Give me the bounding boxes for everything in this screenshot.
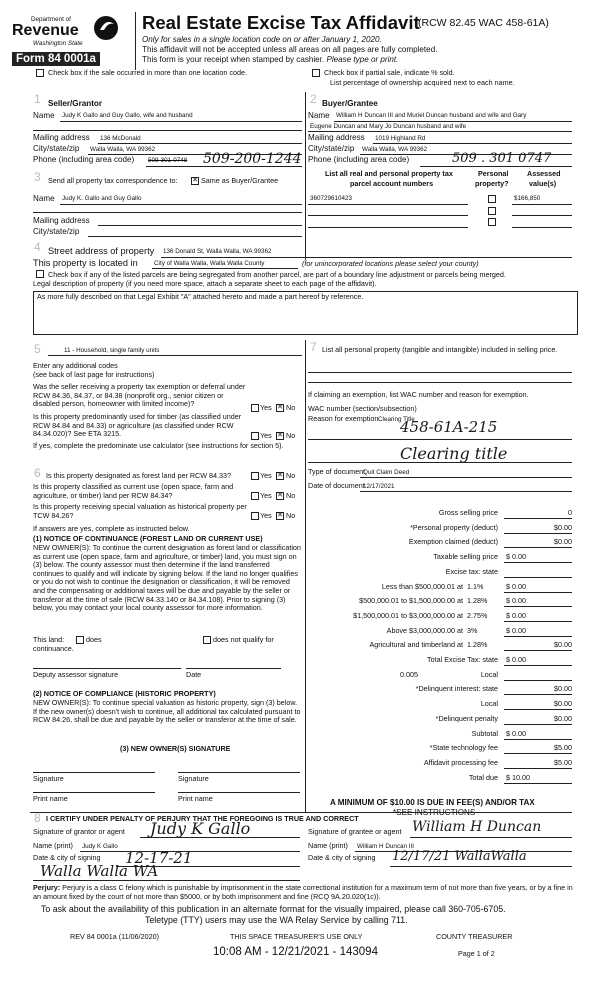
doc-type[interactable]: Quit Claim Deed <box>363 469 410 476</box>
if-yes-note: If answers are yes, complete as instructed below. <box>33 524 190 533</box>
legal-description[interactable]: As more fully described on that Legal Exhibit "A" attached hereto and made a part hereof by reference. <box>33 291 578 335</box>
buyer-mailing[interactable]: 1019 Highland Rd <box>375 135 426 142</box>
does-checkbox[interactable] <box>76 636 84 644</box>
multi-location-label: Check box if the sale occurred in more than one location code. <box>48 68 247 77</box>
minimum-due-line-2: *SEE INSTRUCTIONS <box>393 808 476 817</box>
personal-property-text: List all personal property (tangible and intangible) included in selling price. <box>322 345 558 354</box>
correspondence-city-label: City/state/zip <box>33 227 80 236</box>
partial-sale-label: Check box if partial sale, indicate % sold. <box>324 68 455 77</box>
county-treasurer: COUNTY TREASURER <box>436 932 513 941</box>
grantee-date-label: Date & city of signing <box>308 853 376 862</box>
personal-heading-2: property? <box>475 179 509 188</box>
tax-row-rate: 3% <box>467 625 478 635</box>
notice1-title: (1) NOTICE OF CONTINUANCE (FOREST LAND OR CURRENT USE) <box>33 534 263 543</box>
tax-row-label: Total Excise Tax: state <box>427 655 498 664</box>
tax-row-label: Gross selling price <box>438 508 498 517</box>
percent-note: List percentage of ownership acquired next to each name. <box>330 78 515 87</box>
segregated-checkbox[interactable] <box>36 270 44 278</box>
certify-text: I CERTIFY UNDER PENALTY OF PERJURY THAT THE FOREGOING IS TRUE AND CORRECT <box>46 814 359 823</box>
this-land-label: This land: <box>33 635 65 644</box>
form-number: Form 84 0001a <box>12 52 100 66</box>
s6q2-no-checkbox[interactable]: ✕ <box>277 492 283 499</box>
q2-no-checkbox[interactable]: ✕ <box>277 432 283 439</box>
tax-row-value[interactable]: $ 0.00 <box>506 596 526 606</box>
receipt-stamp: 10:08 AM - 12/21/2021 - 143094 <box>213 946 378 958</box>
seller-mailing[interactable]: 136 McDonald <box>100 135 141 142</box>
personal-heading-1: Personal <box>478 169 509 178</box>
tax-row-value[interactable]: $0.00 <box>554 713 572 723</box>
header-note-3: This form is your receipt when stamped by cashier. Please type or print. <box>142 55 399 64</box>
seller-city[interactable]: Walla Walla, WA 99362 <box>90 146 156 153</box>
tax-row-label: Affidavit processing fee <box>423 757 498 767</box>
logo-swirl-icon <box>92 14 120 42</box>
buyer-phone-handwritten[interactable]: 509 . 301 0747 <box>452 151 552 166</box>
tax-row-value[interactable]: $ 0.00 <box>506 610 526 620</box>
treasurer-only: THIS SPACE TREASURER'S USE ONLY <box>230 932 363 941</box>
section-6-number: 6 <box>34 466 41 480</box>
tax-row-label: Taxable selling price <box>433 552 498 562</box>
s6q2-yes-checkbox[interactable] <box>251 492 259 500</box>
buyer-name-line-2[interactable]: Eugene Duncan and Mary Jo Duncan husband and wife <box>310 123 467 130</box>
s6q1-no-label: No <box>286 471 296 480</box>
reason-handwritten[interactable]: Clearing title <box>400 444 508 463</box>
grantor-date-label: Date & city of signing <box>33 853 101 862</box>
section-2-number: 2 <box>310 92 317 106</box>
tax-row-value[interactable]: $0.00 <box>554 522 572 532</box>
q1-yes-checkbox[interactable] <box>251 404 259 412</box>
minimum-due-line-1: A MINIMUM OF $10.00 IS DUE IN FEE(S) AND/OR TAX <box>330 798 535 807</box>
assessed-heading-2: value(s) <box>529 179 557 188</box>
grantee-name-label: Name (print) <box>308 841 348 850</box>
section5-q3: If yes, complete the predominate use calculator (see instructions for section 5). <box>33 441 284 450</box>
tax-row-label: Less than $500,000.01 at <box>381 581 463 591</box>
grantor-date[interactable]: 12-17-21 <box>125 849 193 867</box>
tax-row-value[interactable]: $ 0.00 <box>506 728 526 738</box>
owner-print-name-label-2: Print name <box>178 794 213 803</box>
alt-format-2: Teletype (TTY) users may use the WA Relay Service by calling 711. <box>145 915 408 925</box>
alt-format-1: To ask about the availability of this publication in an alternate format for the visually impaired, please call 360-705-6705. <box>41 904 506 914</box>
tax-row-value[interactable]: $ 10.00 <box>506 772 530 782</box>
reason-typed[interactable]: Clearing Title <box>378 416 415 423</box>
seller-name[interactable]: Judy K Gallo and Guy Gallo, wife and husband <box>62 112 193 119</box>
correspondence-name[interactable]: Judy K. Gallo and Guy Gallo <box>62 195 142 202</box>
wac-handwritten[interactable]: 458-61A-215 <box>400 418 498 436</box>
tax-row-label: Exemption claimed (deduct) <box>408 537 498 547</box>
s6q3-no-label: No <box>286 511 296 520</box>
exemption-claim-text: If claiming an exemption, list WAC number and reason for exemption. <box>308 390 529 399</box>
buyer-city-label: City/state/zip <box>308 144 355 153</box>
s6q3-no-checkbox[interactable]: ✕ <box>277 512 283 519</box>
tax-row-rate: 1.28% <box>467 596 488 606</box>
section-5-number: 5 <box>34 342 41 356</box>
tax-row-value[interactable]: $0.00 <box>554 537 572 547</box>
s6q1-yes-checkbox[interactable] <box>251 472 259 480</box>
tax-row-label: *Delinquent penalty <box>435 713 498 723</box>
tax-row-label: $1,500,000.01 to $3,000,000.00 at <box>353 610 463 620</box>
rev-number: REV 84 0001a (11/06/2020) <box>70 932 159 941</box>
doc-date[interactable]: 12/17/2021 <box>363 483 395 490</box>
located-label: This property is located in <box>33 258 138 268</box>
reason-label: Reason for exemption <box>308 414 379 423</box>
use-code[interactable]: 11 - Household, single family units <box>64 347 160 354</box>
correspondence-label: Send all property tax correspondence to: <box>48 176 178 185</box>
q1-no-label: No <box>286 403 296 412</box>
grantor-name[interactable]: Judy K Gallo <box>82 843 118 850</box>
perjury-note: Perjury: Perjury is a class C felony which is punishable by imprisonment in the state correctional institution for a maximum term of not more than five years, or by a fine in an amount fixed by the court of not more than $5000, or by both imprisonment and fine (RCQ 9A.20.020(1c)). <box>33 883 573 901</box>
does-not-checkbox[interactable] <box>203 636 211 644</box>
tax-row-label: Excise tax: state <box>445 566 498 576</box>
header-note-2: This affidavit will not be accepted unless all areas on all pages are fully completed. <box>142 45 438 54</box>
same-as-buyer-checkbox[interactable]: ✕ <box>192 177 198 184</box>
tax-row-value[interactable]: 0 <box>568 508 572 517</box>
additional-codes-2: (see back of last page for instructions) <box>33 370 155 379</box>
buyer-name-label: Name <box>308 111 330 120</box>
tax-row-value[interactable]: $0.00 <box>554 640 572 650</box>
seller-phone-label: Phone (including area code) <box>33 155 135 164</box>
q2-yes-checkbox[interactable] <box>251 432 259 440</box>
property-located[interactable]: City of Walla Walla, Walla Walla County <box>154 260 265 267</box>
seller-phone-handwritten[interactable]: 509-200-1244 <box>203 151 302 167</box>
page-number: Page 1 of 2 <box>458 949 495 958</box>
wac-ref: (RCW 82.45 WAC 458-61A) <box>418 17 549 29</box>
correspondence-mailing-label: Mailing address <box>33 216 90 225</box>
seller-mailing-label: Mailing address <box>33 133 90 142</box>
q2-yes-label: Yes <box>260 431 272 440</box>
segregated-label: Check box if any of the listed parcels are being segregated from another parcel, are part of a boundary line adjustment or parcels being merged. <box>48 270 506 279</box>
logo-dept-text: Department of <box>31 16 71 23</box>
parcels-heading-2: parcel account numbers <box>350 179 434 188</box>
tax-row-label: Subtotal <box>471 728 498 738</box>
section5-q1: Was the seller receiving a property tax exemption or deferral under RCW 84.36, 84.37, or 84.38 (nonprofit org., senior citizen or disabled person, homeowner with limited income)? <box>33 382 246 409</box>
buyer-city[interactable]: Walla Walla, WA 99362 <box>362 146 428 153</box>
notice3-title: (3) NEW OWNER(S) SIGNATURE <box>120 744 231 753</box>
tax-row-value[interactable]: $ 0.00 <box>506 625 526 635</box>
deputy-signature-label: Deputy assessor signature <box>33 670 119 679</box>
tax-row-label: Above $3,000,000.00 at <box>386 625 463 635</box>
grantee-name[interactable]: William H Duncan III <box>357 843 415 850</box>
grantee-date[interactable]: 12/17/21 WallaWalla <box>392 849 527 864</box>
section5-q2: Is this property predominantly used for timber (as classified under RCW 84.84 and 84.33) or agriculture (as classified under RCW 84.34.020)? See ETA 3215. <box>33 412 242 439</box>
notice1-body: NEW OWNER(S): To continue the current designation as forest land or classification as current use (open space, farm and agriculture, or timber) land, you must sign on (3) below. The county assessor must then determine if the land transferred continues to qualify and will indicate by signing below. If the land no longer qualifies or you do not wish to continue the designation or classification, it will be removed and the compensating or additional taxes will be due and payable by the seller or transferor at the time of sale (RCW 84.33.140 or 84.34.108). Prior to signing (3) below, you may contact your local county assessor for more information. <box>33 543 301 613</box>
tax-row-label: Local <box>480 699 498 709</box>
q1-no-checkbox[interactable]: ✕ <box>277 404 283 411</box>
property-street[interactable]: 136 Donald St, Walla Walla, WA 99362 <box>163 248 272 255</box>
s6q3-yes-checkbox[interactable] <box>251 512 259 520</box>
grantor-signature[interactable]: Judy K Gallo <box>150 819 251 838</box>
buyer-heading: Buyer/Grantee <box>322 99 378 108</box>
grantee-signature-label: Signature of grantee or agent <box>308 827 402 836</box>
section6-q1: Is this property designated as forest land per RCW 84.33? <box>46 471 231 480</box>
grantor-name-label: Name (print) <box>33 841 73 850</box>
owner-signature-label-2: Signature <box>178 774 209 783</box>
seller-name-label: Name <box>33 111 55 120</box>
same-as-buyer-label: Same as Buyer/Grantee <box>201 176 279 185</box>
partial-sale-checkbox[interactable] <box>312 69 320 77</box>
tax-row-value[interactable]: $5.00 <box>554 757 572 767</box>
grantor-signature-label: Signature of grantor or agent <box>33 827 125 836</box>
tax-row-label: Local <box>480 669 498 679</box>
section-1-number: 1 <box>34 92 41 106</box>
s6q1-no-checkbox[interactable]: ✕ <box>277 472 283 479</box>
owner-print-name-label-1: Print name <box>33 794 68 803</box>
tax-row-value[interactable]: $ 0.00 <box>506 581 526 591</box>
seller-city-label: City/state/zip <box>33 144 80 153</box>
tax-row-label: *Personal property (deduct) <box>410 522 498 532</box>
grantor-city[interactable]: Walla Walla WA <box>40 862 159 880</box>
tax-row-value[interactable]: $ 0.00 <box>506 655 526 664</box>
notice2-title: (2) NOTICE OF COMPLIANCE (HISTORIC PROPERTY) <box>33 689 216 698</box>
s6q2-yes-label: Yes <box>260 491 272 500</box>
multi-location-checkbox[interactable] <box>36 69 44 77</box>
parcels-heading-1: List all real and personal property tax <box>325 169 453 178</box>
does-label: does <box>86 635 102 644</box>
section-4-number: 4 <box>34 240 41 254</box>
seller-heading: Seller/Grantor <box>48 99 102 108</box>
s6q2-no-label: No <box>286 491 296 500</box>
parcel-number[interactable]: 360729610423 <box>310 195 353 202</box>
logo-name-text: Revenue <box>12 22 79 39</box>
parcel-assessed-value[interactable]: $166,850 <box>514 195 541 202</box>
section-3-number: 3 <box>34 170 41 184</box>
personal-property-checkbox-2[interactable] <box>488 207 496 215</box>
correspondence-name-label: Name <box>33 194 55 203</box>
section-8-number: 8 <box>34 811 41 825</box>
tax-row-label: Agricultural and timberland at <box>369 640 463 650</box>
doc-type-label: Type of document <box>308 467 366 476</box>
tax-row-rate: 1.28% <box>467 640 488 650</box>
wac-label: WAC number (section/subsection) <box>308 404 417 413</box>
seller-phone-struck: 509-301-0748 <box>148 157 188 164</box>
tax-row-label: $500,000.01 to $1,500,000.00 at <box>359 596 463 606</box>
tax-row-rate: 1.1% <box>467 581 484 591</box>
section-7-number: 7 <box>310 340 317 354</box>
grantee-signature[interactable]: William H Duncan <box>412 819 542 835</box>
s6q1-yes-label: Yes <box>260 471 272 480</box>
section6-q2: Is this property classified as current use (open space, farm and agriculture, or timber) land per RCW 84.34? <box>33 482 234 500</box>
notice2-body: NEW OWNER(S): To continue special valuation as historic property, sign (3) below. If the new owner(s) doesn't wish to continue, all additional tax calculated pursuant to RCW 84.26, shall be due and payable by the seller or transferor at the time of sale. <box>33 698 301 725</box>
q1-yes-label: Yes <box>260 403 272 412</box>
buyer-phone-label: Phone (including area code) <box>308 155 410 164</box>
personal-property-checkbox-3[interactable] <box>488 218 496 226</box>
street-label: Street address of property <box>48 246 155 256</box>
tax-row-value[interactable]: $ 0.00 <box>506 552 526 562</box>
logo-state-text: Washington State <box>33 40 83 47</box>
tax-row-label: Total due <box>468 772 498 782</box>
additional-codes-1: Enter any additional codes <box>33 361 118 370</box>
owner-signature-label-1: Signature <box>33 774 64 783</box>
tax-row-label: *Delinquent interest: state <box>415 684 498 694</box>
doc-date-label: Date of document <box>308 481 365 490</box>
personal-property-checkbox[interactable] <box>488 195 496 203</box>
does-not-label: does not qualify for <box>213 635 274 644</box>
tax-row-prefix: 0.005 <box>400 669 418 679</box>
tax-row-value[interactable]: $0.00 <box>554 699 572 709</box>
located-note: (for unincorporated locations please select your county) <box>302 259 479 268</box>
header-note-1: Only for sales in a single location code on or after January 1, 2020. <box>142 35 382 44</box>
tax-row-label: *State technology fee <box>429 743 498 753</box>
tax-row-rate: 2.75% <box>467 610 488 620</box>
buyer-name-line-1[interactable]: William H Duncan III and Muriel Duncan husband and wife and Gary <box>336 112 527 119</box>
tax-row-value[interactable]: $5.00 <box>554 743 572 753</box>
tax-row-value[interactable]: $0.00 <box>554 684 572 694</box>
s6q3-yes-label: Yes <box>260 511 272 520</box>
continuance-label: continuance. <box>33 644 74 653</box>
q2-no-label: No <box>286 431 296 440</box>
legal-label: Legal description of property (if you need more space, attach a separate sheet to each page of the affidavit). <box>33 279 377 288</box>
form-title: Real Estate Excise Tax Affidavit <box>142 12 420 33</box>
section6-q3: Is this property receiving special valuation as historical property per TCW 84.26? <box>33 502 247 520</box>
buyer-mailing-label: Mailing address <box>308 133 365 142</box>
deputy-date-label: Date <box>186 670 202 679</box>
assessed-heading-1: Assessed <box>527 169 561 178</box>
